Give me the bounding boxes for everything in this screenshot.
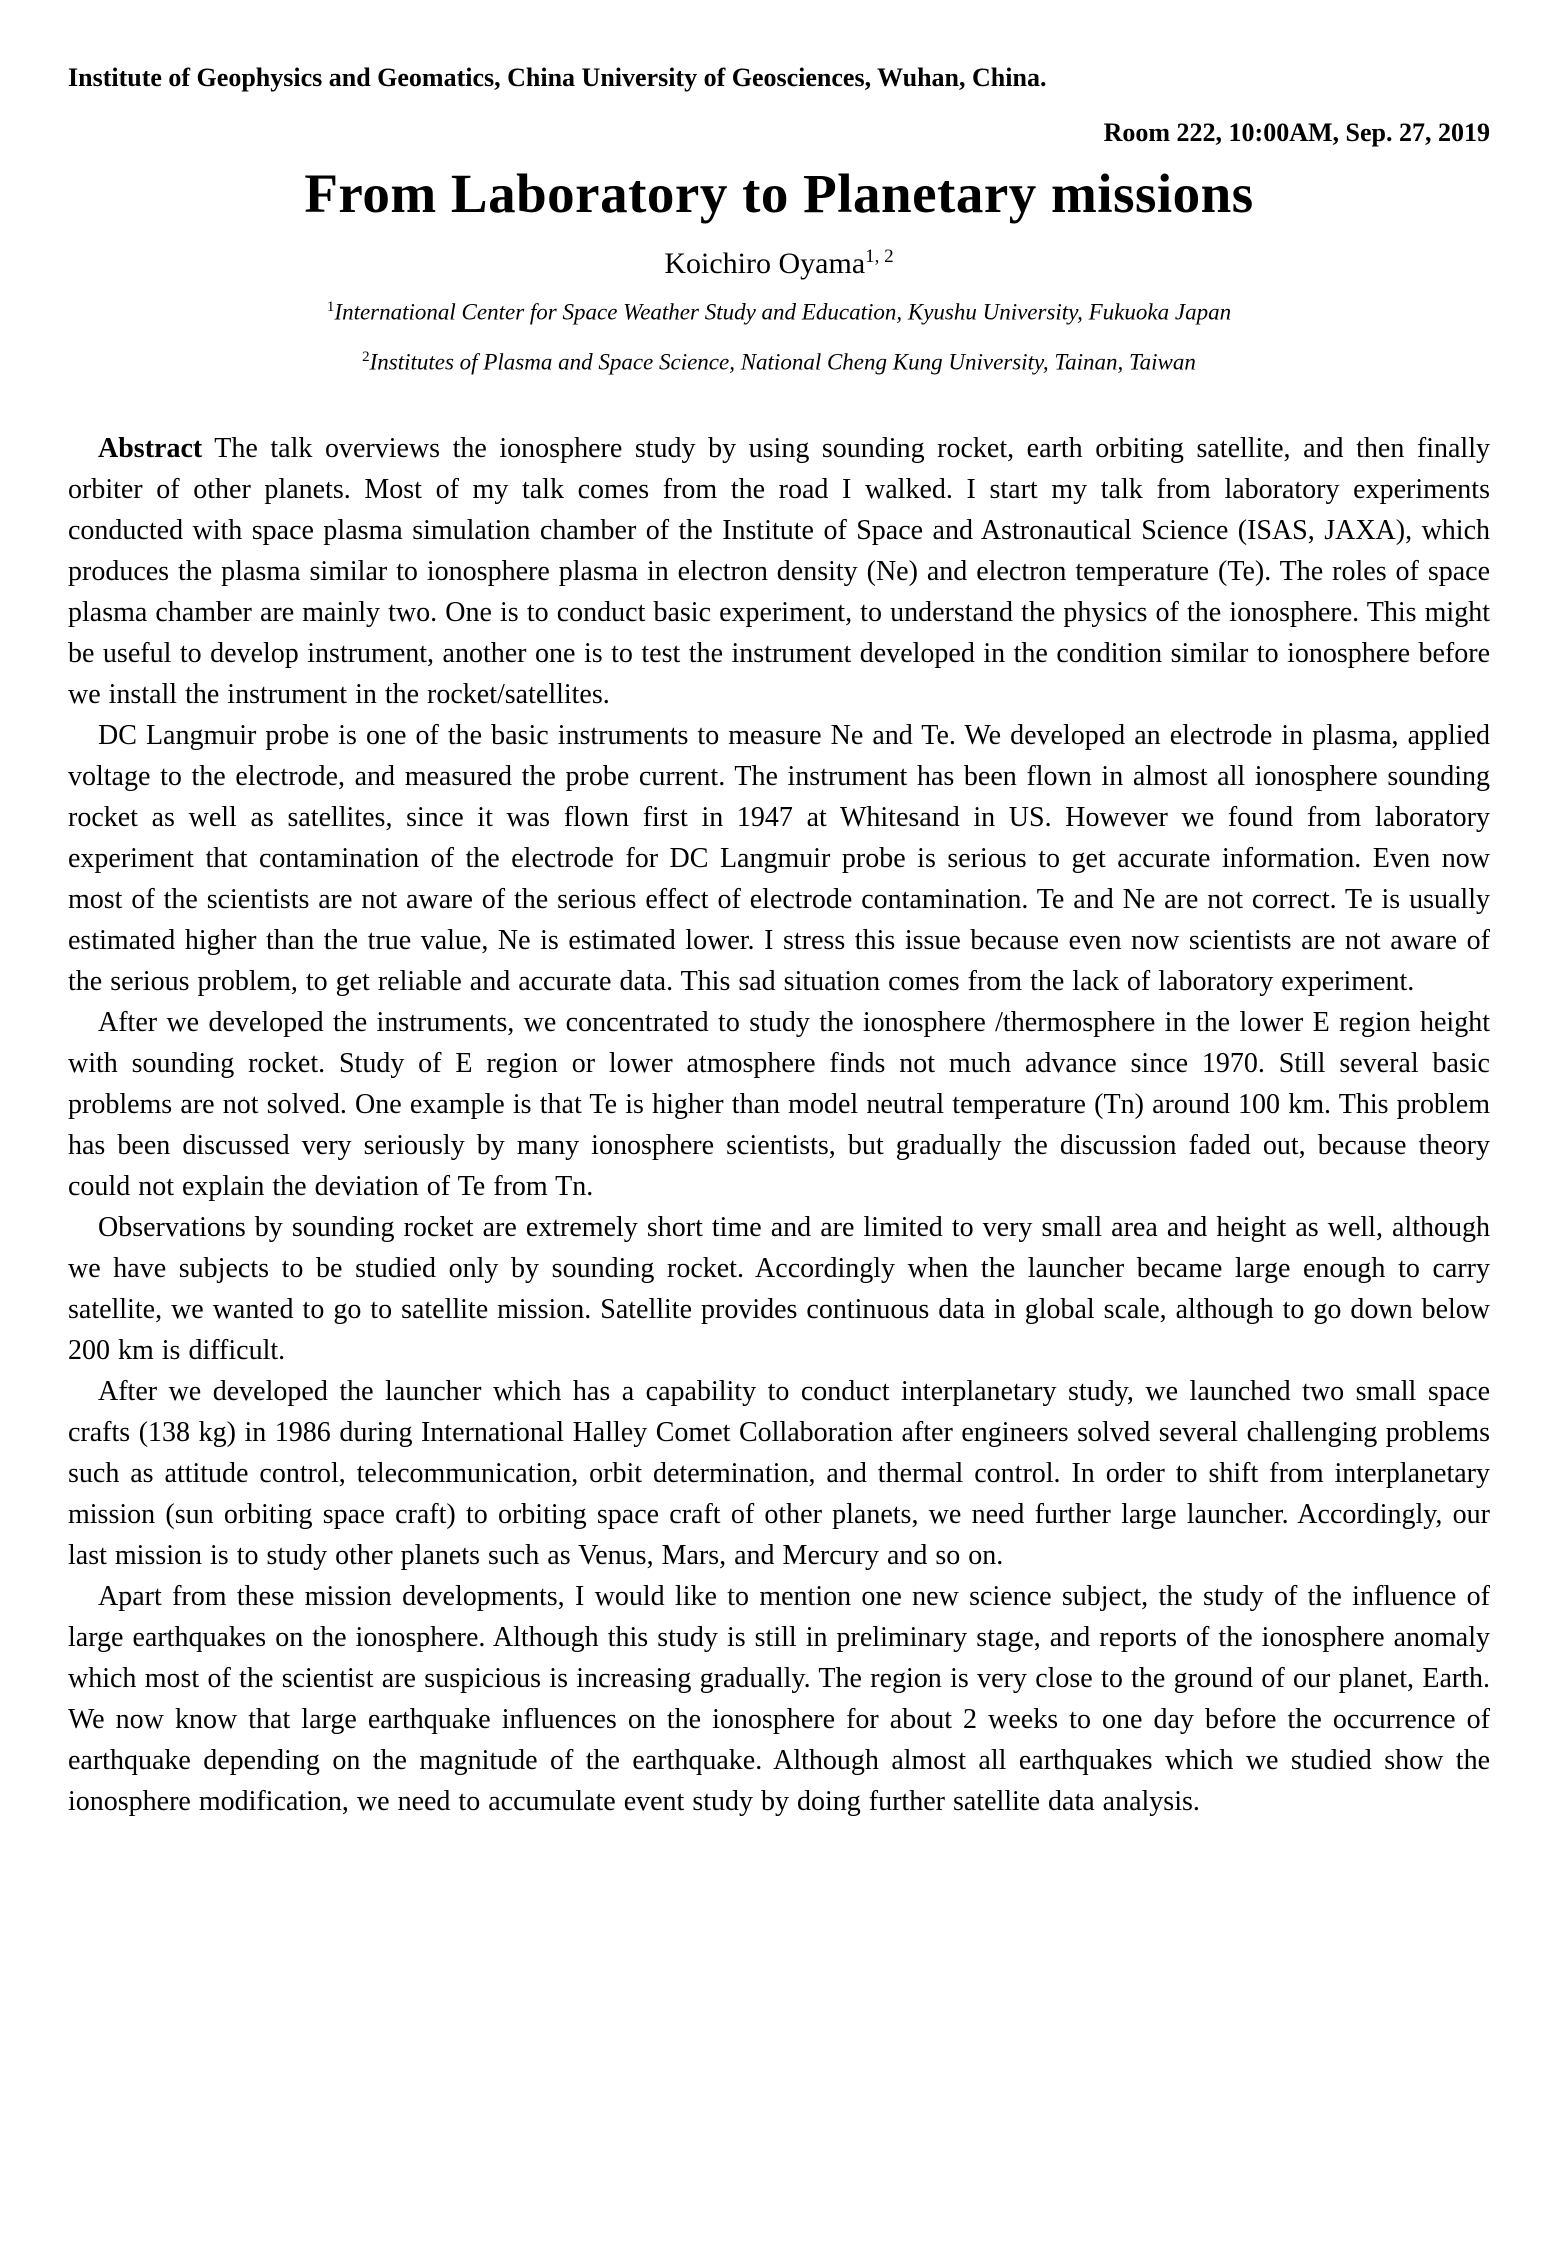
affiliation-2-marker: 2 — [362, 349, 370, 366]
abstract-paragraph-4: Observations by sounding rocket are extremely short time and are limited to very small area and height as well, although we have subjects to be studied only by sounding rocket. Accordingly when the launcher became large enough to carry satellite, we wanted to go to satellite mission. Satellite provides continuous data in global scale, although to go down below 200 km is difficult. — [68, 1211, 1490, 1366]
abstract-paragraph-6: Apart from these mission developments, I would like to mention one new science subject, the study of the influence of large earthquakes on the ionosphere. Although this study is still in preliminary stage, and reports of the ionosphere anomaly which most of the scientist are suspicious is increasing gradually. The region is very close to the ground of our planet, Earth. We now know that large earthquake influences on the ionosphere for about 2 weeks to one day before the occurrence of earthquake depending on the magnitude of the earthquake. Although almost all earthquakes which we studied show the ionosphere modification, we need to accumulate event study by doing further satellite data analysis. — [68, 1580, 1490, 1817]
abstract-section — [68, 428, 1490, 1822]
header-institute: Institute of Geophysics and Geomatics, China University of Geosciences, Wuhan, China. — [68, 63, 1047, 92]
affiliation-1 — [68, 299, 1490, 326]
author-name: Koichiro Oyama — [664, 246, 866, 280]
header-venue-datetime: Room 222, 10:00AM, Sep. 27, 2019 — [1103, 118, 1490, 148]
affiliation-1-text: International Center for Space Weather Study and Education, Kyushu University, Fukuoka Japan — [334, 299, 1232, 325]
abstract-paragraph-1 — [68, 428, 1490, 715]
author-affiliation-superscript: 1, 2 — [865, 245, 894, 267]
author-line — [68, 246, 1490, 281]
abstract-label: Abstract — [98, 432, 203, 464]
abstract-paragraph-1-text: The talk overviews the ionosphere study by using sounding rocket, earth orbiting satellite, and then finally orbiter of other planets. Most of my talk comes from the road I walked. I start my talk from laboratory experiments conducted with space plasma simulation chamber of the Institute of Space and Astronautical Science (ISAS, JAXA), which produces the plasma similar to ionosphere plasma in electron density (Ne) and electron temperature (Te). The roles of space plasma chamber are mainly two. One is to conduct basic experiment, to understand the physics of the ionosphere. This might be useful to develop instrument, another one is to test the instrument developed in the condition similar to ionosphere before we install the instrument in the rocket/satellites. — [68, 432, 1490, 710]
affiliation-2 — [68, 349, 1490, 376]
abstract-paragraph-5: After we developed the launcher which has a capability to conduct interplanetary study, we launched two small space crafts (138 kg) in 1986 during International Halley Comet Collaboration after engineers solved several challenging problems such as attitude control, telecommunication, orbit determination, and thermal control. In order to shift from interplanetary mission (sun orbiting space craft) to orbiting space craft of other planets, we need further large launcher. Accordingly, our last mission is to study other planets such as Venus, Mars, and Mercury and so on. — [68, 1375, 1490, 1571]
abstract-paragraph-3: After we developed the instruments, we concentrated to study the ionosphere /thermosphere in the lower E region height with sounding rocket. Study of E region or lower atmosphere finds not much advance since 1970. Still several basic problems are not solved. One example is that Te is higher than model neutral temperature (Tn) around 100 km. This problem has been discussed very seriously by many ionosphere scientists, but gradually the discussion faded out, because theory could not explain the deviation of Te from Tn. — [68, 1006, 1490, 1202]
page-title: From Laboratory to Planetary missions — [304, 163, 1254, 225]
affiliation-2-text: Institutes of Plasma and Space Science, National Cheng Kung University, Tainan, Taiwan — [369, 349, 1196, 375]
affiliation-1-marker: 1 — [326, 298, 335, 315]
abstract-paragraph-2: DC Langmuir probe is one of the basic instruments to measure Ne and Te. We developed an electrode in plasma, applied voltage to the electrode, and measured the probe current. The instrument has been flown in almost all ionosphere sounding rocket as well as satellites, since it was flown first in 1947 at Whitesand in US. However we found from laboratory experiment that contamination of the electrode for DC Langmuir probe is serious to get accurate information. Even now most of the scientists are not aware of the serious effect of electrode contamination. Te and Ne are not correct. Te is usually estimated higher than the true value, Ne is estimated lower. I stress this issue because even now scientists are not aware of the serious problem, to get reliable and accurate data. This sad situation comes from the lack of laboratory experiment. — [68, 719, 1490, 997]
